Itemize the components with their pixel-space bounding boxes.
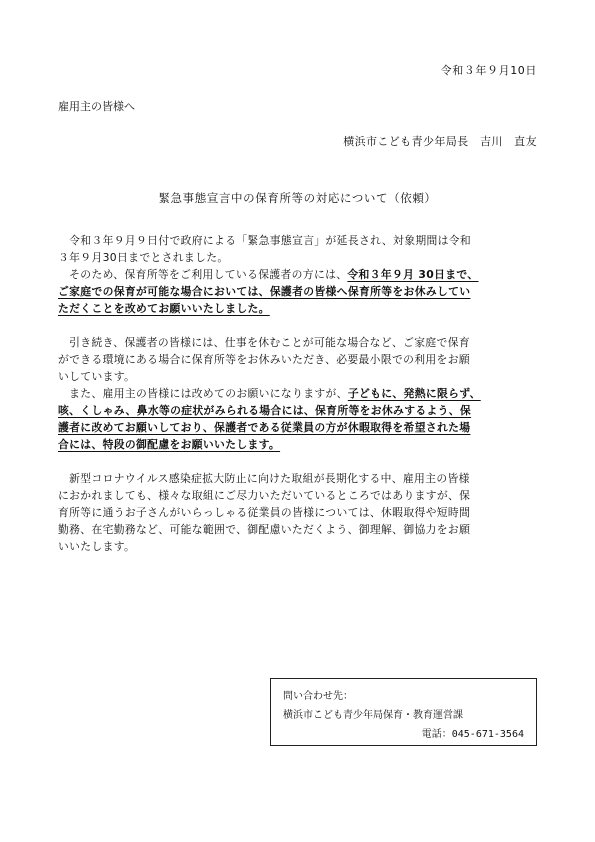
paragraph-gap xyxy=(58,317,540,334)
body-line xyxy=(58,300,540,317)
body-line xyxy=(58,334,540,351)
body-line xyxy=(58,232,540,249)
body-line xyxy=(58,487,540,504)
body-line xyxy=(58,521,540,538)
body-line xyxy=(58,402,540,419)
sender-line: 横浜市こども青少年局長 吉川 直友 xyxy=(343,135,537,148)
body-text: 引き続き、保護者の皆様には、仕事を休むことが可能な場合など、ご家庭で保育 xyxy=(58,336,470,349)
body-text: そのため、保育所等をご利用している保護者の方には、 xyxy=(58,268,348,281)
emphasized-text: 咳、くしゃみ、鼻水等の症状がみられる場合には、保育所等をお休みするよう、保 xyxy=(58,404,472,417)
body-line xyxy=(58,538,540,555)
contact-phone: 電話：045-671-3564 xyxy=(421,729,524,740)
document-body xyxy=(58,232,540,555)
body-line xyxy=(58,351,540,368)
body-line xyxy=(58,249,540,266)
contact-heading: 問い合わせ先： xyxy=(283,691,353,702)
emphasized-text: 子どもに、発熱に限らず、 xyxy=(347,387,481,400)
emphasized-text: 合には、特段の御配慮をお願いいたします。 xyxy=(58,438,281,451)
emphasized-text: 護者に改めてお願いしており、保護者である従業員の方が休暇取得を希望された場 xyxy=(58,421,471,434)
body-text: ができる環境にある場合に保育所等をお休みいただき、必要最小限での利用をお願 xyxy=(58,353,470,366)
document-date: 令和３年９月10日 xyxy=(440,64,537,77)
paragraph-gap xyxy=(58,453,540,470)
emphasized-text: 令和３年９月 30日まで、 xyxy=(347,268,479,281)
body-text: ３年９月30日までとされました。 xyxy=(58,251,229,264)
body-line xyxy=(58,385,540,402)
body-line xyxy=(58,368,540,385)
document-title: 緊急事態宣言中の保育所等の対応について（依頼） xyxy=(158,191,437,205)
emphasized-text: ご家庭での保育が可能な場合においては、保護者の皆様へ保育所等をお休みしてい xyxy=(58,285,471,298)
contact-box xyxy=(270,678,537,746)
body-text: 育所等に通うお子さんがいらっしゃる従業員の皆様については、休暇取得や短時間 xyxy=(58,506,471,519)
body-text: 令和３年９月９日付で政府による「緊急事態宣言」が延長され、対象期間は令和 xyxy=(58,234,472,247)
body-text: また、雇用主の皆様には改めてのお願いになりますが、 xyxy=(58,387,348,400)
emphasized-text: ただくことを改めてお願いいたしました。 xyxy=(58,302,270,315)
body-line xyxy=(58,283,540,300)
body-line xyxy=(58,470,540,487)
body-text: 勤務、在宅勤務など、可能な範囲で、御配慮いただくよう、御理解、御協力をお願 xyxy=(58,523,471,536)
body-line xyxy=(58,504,540,521)
body-line xyxy=(58,266,540,283)
body-line xyxy=(58,419,540,436)
addressee: 雇用主の皆様へ xyxy=(58,100,135,113)
contact-department: 横浜市こども青少年局保育・教育運営課 xyxy=(283,710,463,721)
body-text: いいたします。 xyxy=(58,540,136,553)
body-text: におかれましても、様々な取組にご尽力いただいているところではありますが、保 xyxy=(58,489,471,502)
body-text: いしています。 xyxy=(58,370,136,383)
body-line xyxy=(58,436,540,453)
body-text: 新型コロナウイルス感染症拡大防止に向けた取組が長期化する中、雇用主の皆様 xyxy=(58,472,470,485)
